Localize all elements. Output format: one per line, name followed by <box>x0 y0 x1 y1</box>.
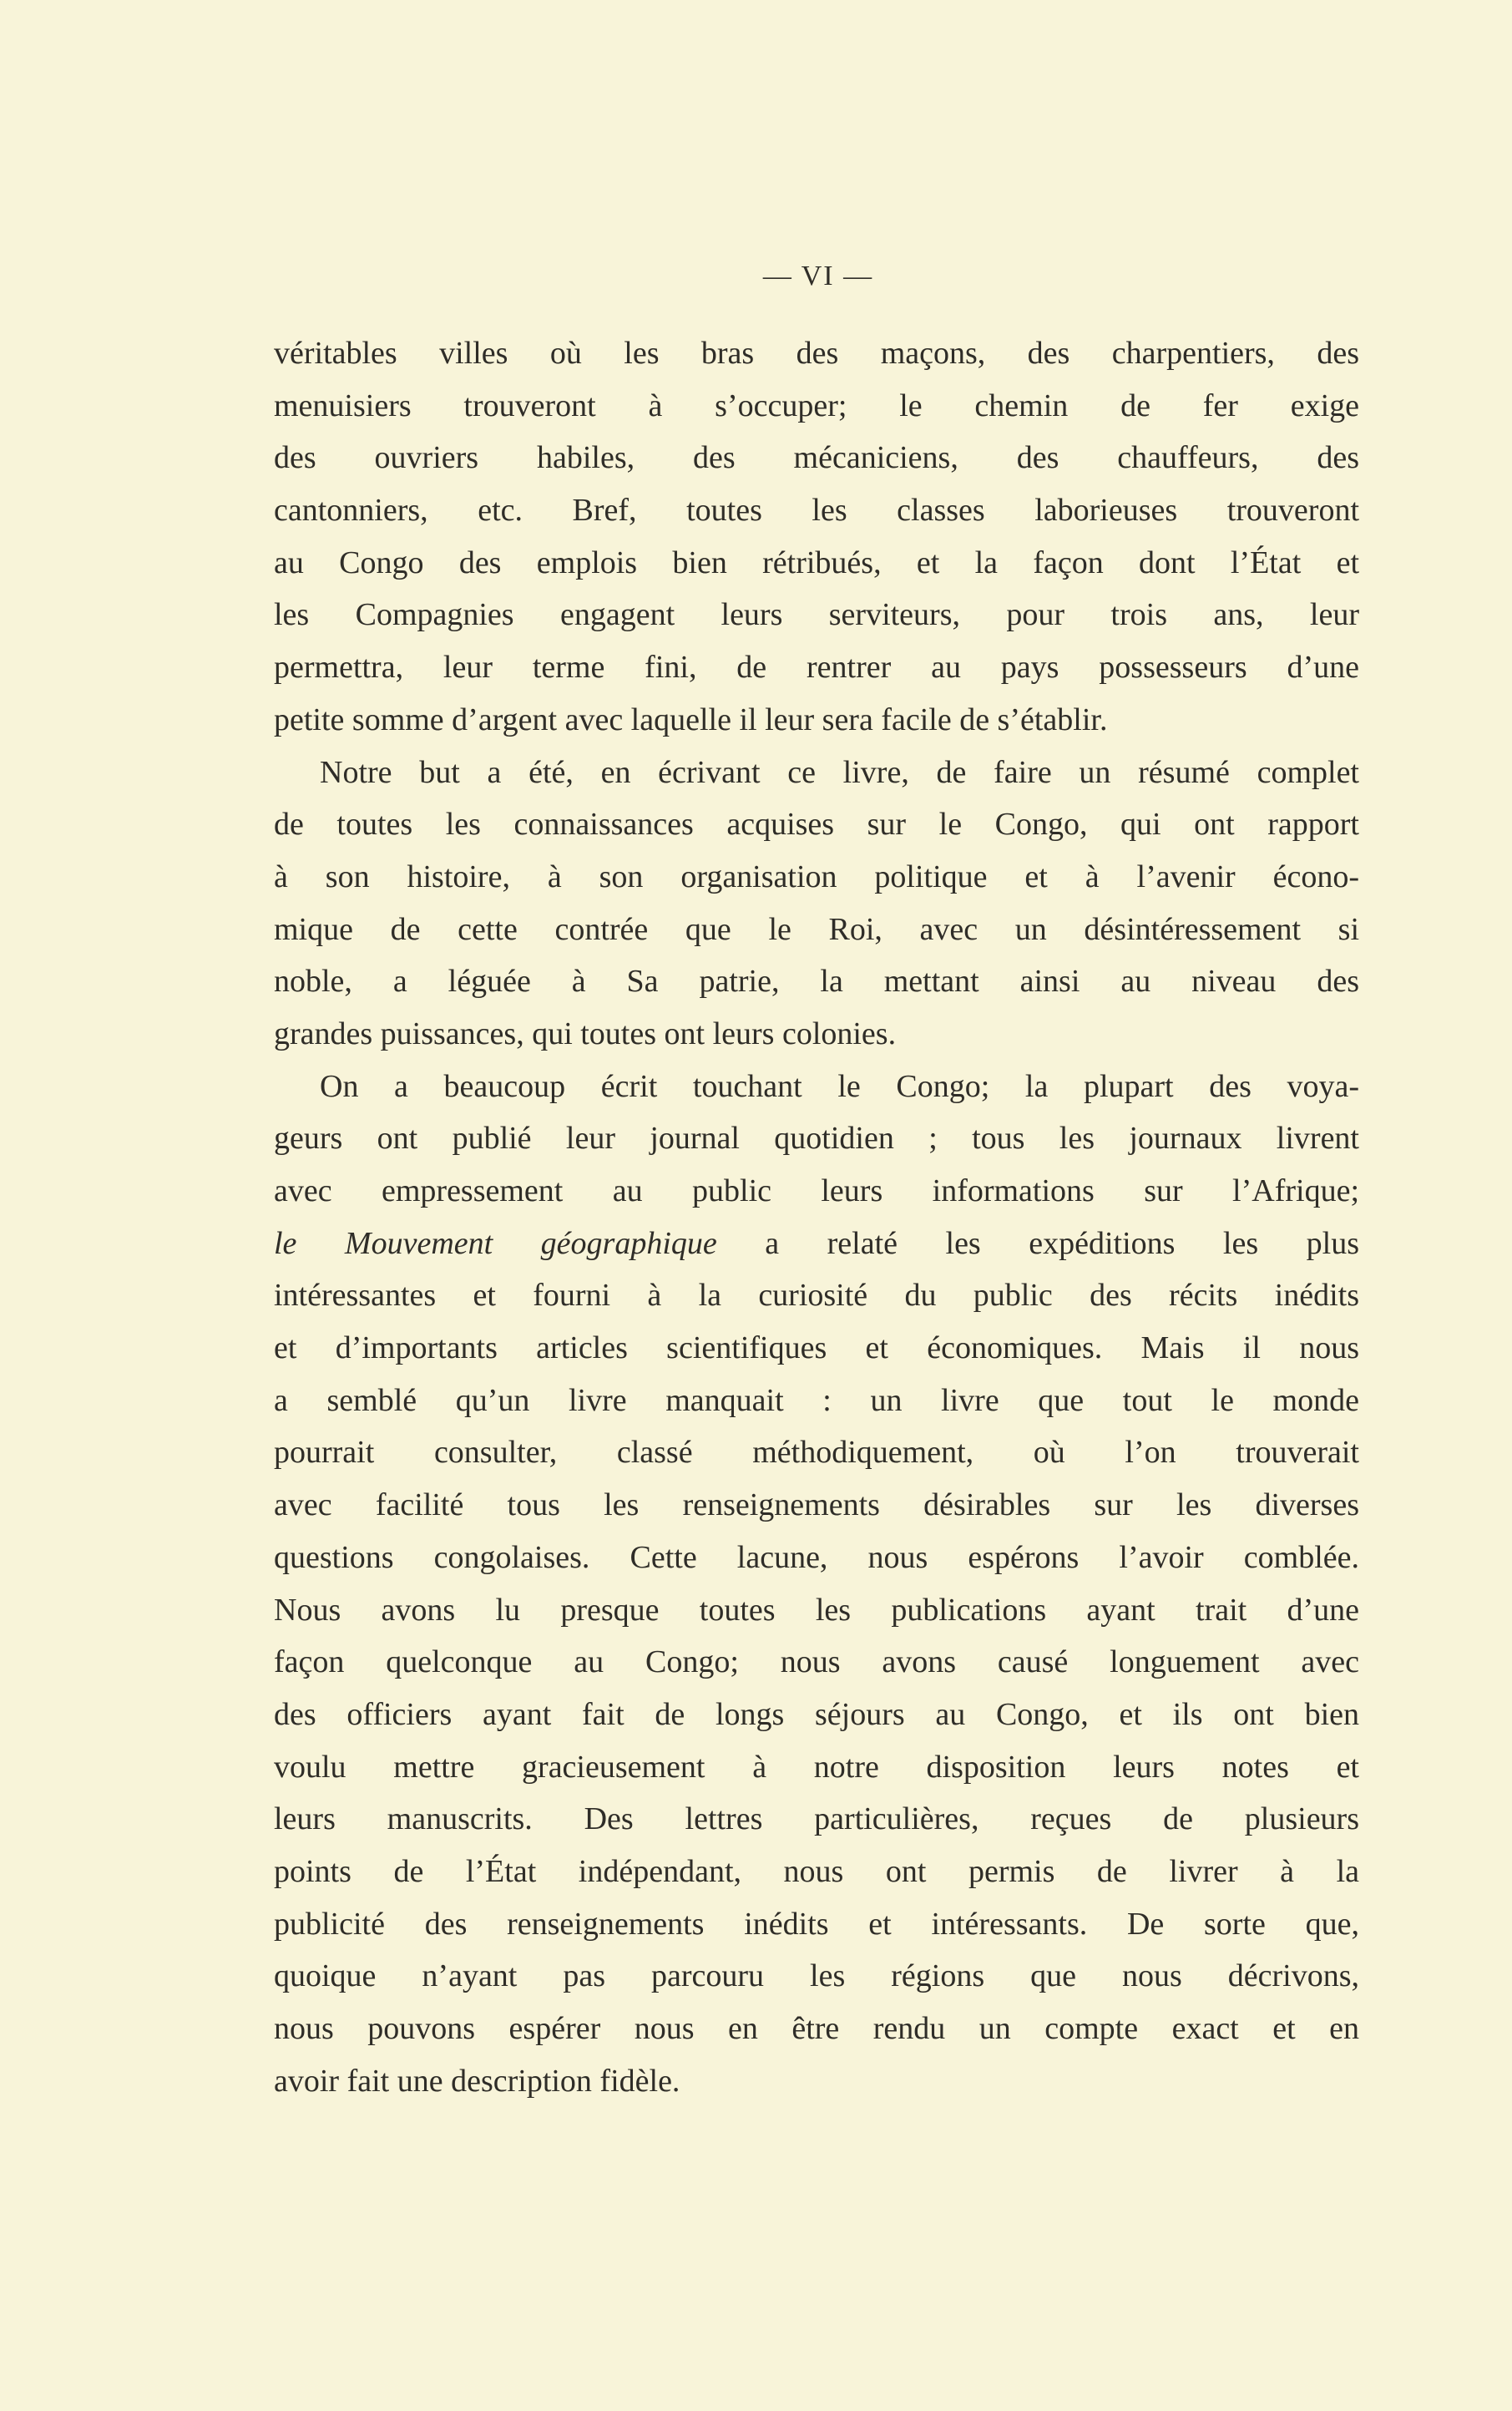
line-text: publicité des renseignements inédits et intéressants. De sorte que, <box>274 1906 1359 1942</box>
line-text: grandes puissances, qui toutes ont leurs colonies. <box>274 1016 897 1051</box>
text-line <box>274 747 1359 799</box>
text-line <box>274 1165 1359 1218</box>
text-line <box>274 798 1359 851</box>
line-text: petite somme d’argent avec laquelle il leur sera facile de s’établir. <box>274 702 1108 737</box>
text-line <box>274 2055 1359 2108</box>
text-line <box>274 1218 1359 1270</box>
line-text: questions congolaises. Cette lacune, nous espérons l’avoir comblée. <box>274 1539 1359 1575</box>
line-text: nous pouvons espérer nous en être rendu un compte exact et en <box>274 2011 1359 2046</box>
line-text: avec facilité tous les renseignements désirables sur les diverses <box>274 1487 1359 1523</box>
text-line <box>274 1008 1359 1061</box>
line-text: et d’importants articles scientifiques et économiques. Mais il nous <box>274 1330 1359 1366</box>
line-text: des ouvriers habiles, des mécaniciens, des chauffeurs, des <box>274 440 1359 476</box>
text-line <box>274 1689 1359 1741</box>
text-line <box>274 641 1359 694</box>
line-text: Nous avons lu presque toutes les publications ayant trait d’une <box>274 1592 1359 1628</box>
line-text: a relaté les expéditions les plus <box>716 1225 1359 1261</box>
text-line <box>274 1375 1359 1427</box>
line-text: mique de cette contrée que le Roi, avec un désintéressement si <box>274 911 1359 947</box>
text-line <box>274 484 1359 537</box>
line-text: des officiers ayant fait de longs séjours au Congo, et ils ont bien <box>274 1696 1359 1732</box>
line-text: cantonniers, etc. Bref, toutes les classes laborieuses trouveront <box>274 493 1359 529</box>
line-text: véritables villes où les bras des maçons, des charpentiers, des <box>274 336 1359 371</box>
line-text: leurs manuscrits. Des lettres particulières, reçues de plusieurs <box>274 1801 1359 1837</box>
line-text: quoique n’ayant pas parcouru les régions que nous décrivons, <box>274 1958 1359 1994</box>
text-line <box>274 1898 1359 1951</box>
text-line <box>274 1584 1359 1637</box>
text-line <box>274 1846 1359 1898</box>
text-line <box>274 694 1359 747</box>
line-text: Notre but a été, en écrivant ce livre, de faire un résumé complet <box>320 754 1359 790</box>
text-line <box>274 2003 1359 2055</box>
text-line <box>274 1532 1359 1584</box>
line-text: de toutes les connaissances acquises sur le Congo, qui ont rapport <box>274 807 1359 843</box>
line-text: voulu mettre gracieusement à notre disposition leurs notes et <box>274 1749 1359 1785</box>
text-line <box>274 955 1359 1008</box>
text-line <box>274 589 1359 641</box>
line-text: façon quelconque au Congo; nous avons causé longuement avec <box>274 1644 1359 1680</box>
line-text: noble, a léguée à Sa patrie, la mettant ainsi au niveau des <box>274 964 1359 1000</box>
line-text: permettra, leur terme fini, de rentrer au pays possesseurs d’une <box>274 650 1359 686</box>
text-line <box>274 1793 1359 1846</box>
line-text: pourrait consulter, classé méthodiquement, où l’on trouverait <box>274 1435 1359 1471</box>
italic-title: le Mouvement géographique <box>274 1225 717 1261</box>
line-text: On a beaucoup écrit touchant le Congo; la plupart des voya- <box>320 1068 1359 1104</box>
line-text: à son histoire, à son organisation politique et à l’avenir écono- <box>274 859 1359 894</box>
line-text: menuisiers trouveront à s’occuper; le chemin de fer exige <box>274 387 1359 423</box>
line-text: points de l’État indépendant, nous ont permis de livrer à la <box>274 1853 1359 1889</box>
text-line <box>274 851 1359 904</box>
text-line <box>274 1741 1359 1794</box>
line-text: intéressantes et fourni à la curiosité du public des récits inédits <box>274 1278 1359 1314</box>
line-text: avec empressement au public leurs informations sur l’Afrique; <box>274 1173 1359 1208</box>
body-text <box>274 327 1359 2107</box>
line-text: au Congo des emplois bien rétribués, et la façon dont l’État et <box>274 545 1359 580</box>
text-line <box>274 432 1359 484</box>
text-line <box>274 1636 1359 1689</box>
text-line <box>274 1479 1359 1532</box>
text-line <box>274 537 1359 590</box>
text-line <box>274 904 1359 956</box>
line-text: geurs ont publié leur journal quotidien ; tous les journaux livrent <box>274 1121 1359 1157</box>
text-line <box>274 1426 1359 1479</box>
text-line <box>274 327 1359 380</box>
line-text: avoir fait une description fidèle. <box>274 2063 680 2099</box>
text-line <box>274 1269 1359 1322</box>
page-number: — VI — <box>762 261 874 291</box>
text-line <box>274 1061 1359 1113</box>
text-line <box>274 380 1359 433</box>
text-line <box>274 1950 1359 2003</box>
text-line <box>274 1322 1359 1375</box>
line-text: les Compagnies engagent leurs serviteurs, pour trois ans, leur <box>274 597 1359 633</box>
line-text: a semblé qu’un livre manquait : un livre que tout le monde <box>274 1382 1359 1418</box>
text-line <box>274 1112 1359 1165</box>
